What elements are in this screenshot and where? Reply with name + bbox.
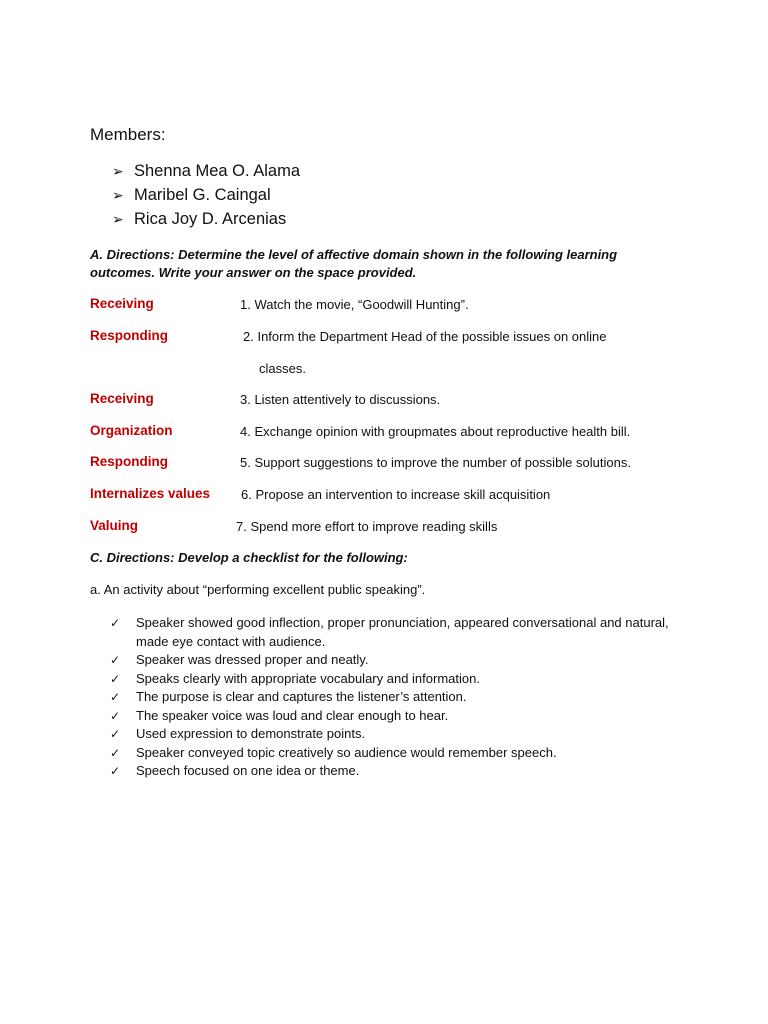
member-name: Maribel G. Caingal [134,186,271,204]
checklist-item [110,688,670,707]
arrow-bullet-icon: ➢ [112,187,124,203]
checklist-text: Speech focused on one idea or theme. [136,763,360,778]
activity-description: a. An activity about “performing excellent public speaking”. [90,582,426,597]
checkmark-icon: ✓ [110,616,121,630]
checklist-text: The speaker voice was loud and clear enough to hear. [136,707,449,723]
section-c-directions: C. Directions: Develop a checklist for the following: [90,550,408,565]
checkmark-icon: ✓ [110,764,121,778]
checklist-text: Used expression to demonstrate points. [136,726,366,741]
checklist-text: Speaker was dressed proper and neatly. [136,652,369,667]
checklist-text: Speaks clearly with appropriate vocabulary and information. [136,670,480,686]
section-a-directions-line1: A. Directions: Determine the level of affective domain shown in the following learning [90,247,618,262]
member-item [112,210,286,229]
learning-outcome: 1. Watch the movie, “Goodwill Hunting”. [240,297,469,312]
checklist-item [110,651,670,670]
checklist-item [110,744,670,763]
learning-outcome-continued: classes. [259,361,306,376]
learning-outcome: 7. Spend more effort to improve reading skills [236,519,498,534]
answer-label: Internalizes values [90,486,211,501]
checklist-item [110,614,670,651]
checklist-item [110,762,670,781]
arrow-bullet-icon: ➢ [112,163,124,179]
member-name: Shenna Mea O. Alama [134,162,301,180]
arrow-bullet-icon: ➢ [112,211,124,227]
answer-label: Responding [90,328,168,343]
checklist-item [110,670,670,689]
member-item [112,186,271,205]
checkmark-icon: ✓ [110,745,121,760]
learning-outcome: 2. Inform the Department Head of the possible issues on online [243,329,607,344]
members-heading: Members: [90,125,166,144]
checklist-text: Speaker showed good inflection, proper pronunciation, appeared conversational and natural, made eye contact with audience. [136,615,669,649]
answer-label: Receiving [90,391,154,406]
checklist-text: The purpose is clear and captures the listener’s attention. [136,689,467,704]
checklist [110,614,670,781]
checklist-text: Speaker conveyed topic creatively so audience would remember speech. [136,744,557,760]
checkmark-icon: ✓ [110,671,121,686]
answer-label: Responding [90,454,168,469]
member-item [112,162,300,181]
checklist-item [110,725,670,744]
checkmark-icon: ✓ [110,708,121,723]
answer-label: Valuing [90,518,139,533]
answer-label: Organization [90,423,173,438]
learning-outcome: 6. Propose an intervention to increase skill acquisition [241,487,551,502]
checkmark-icon: ✓ [110,727,121,741]
checkmark-icon: ✓ [110,653,121,667]
checklist-item [110,707,670,726]
checkmark-icon: ✓ [110,690,121,704]
answer-label: Receiving [90,296,154,311]
learning-outcome: 5. Support suggestions to improve the number of possible solutions. [240,455,631,470]
learning-outcome: 4. Exchange opinion with groupmates about reproductive health bill. [240,424,631,439]
member-name: Rica Joy D. Arcenias [134,210,287,228]
learning-outcome: 3. Listen attentively to discussions. [240,392,441,407]
section-a-directions-line2: outcomes. Write your answer on the space provided. [90,265,417,280]
